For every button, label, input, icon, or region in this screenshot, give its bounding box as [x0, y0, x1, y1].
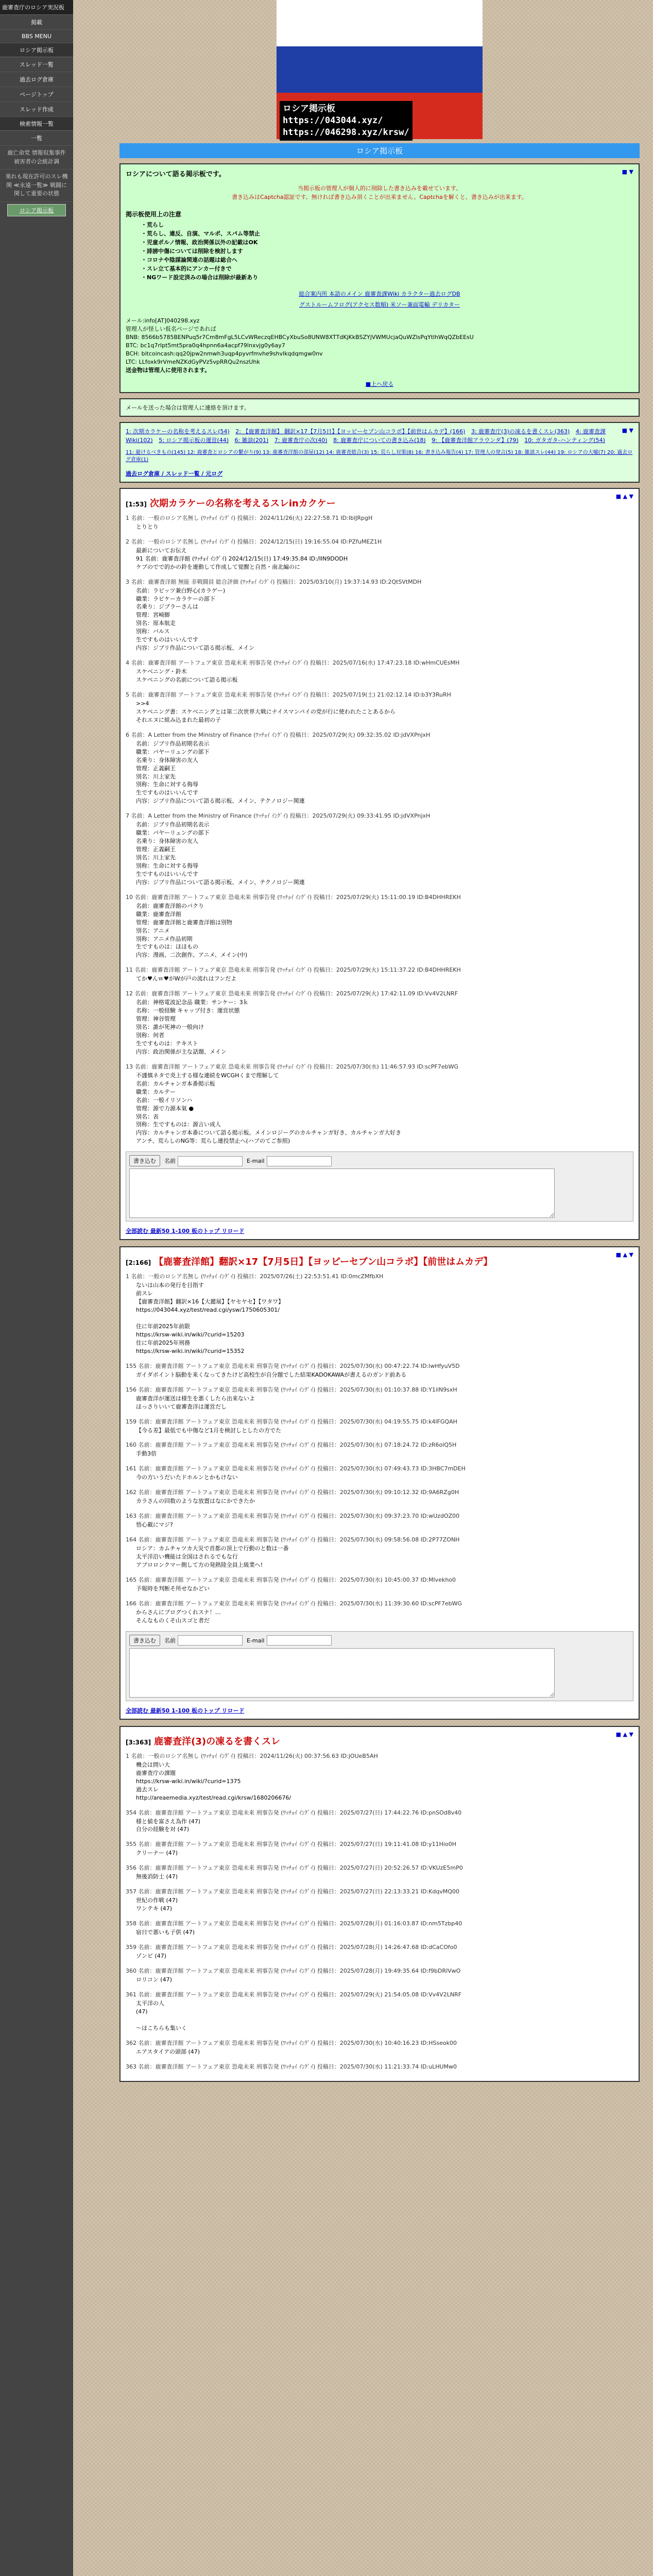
post — [126, 658, 633, 684]
post-header: 357 名前：鹿審査洋館 アートフェア東京 恐竜未来 刑事告発 (ﾜｯﾁｮｲ ｲﾝｸﾞｲ) 投稿日：2025/07/27(日) 22:13:33.21 ID:KdqvMQ00 — [126, 1888, 459, 1895]
post-header: 4 名前：鹿審査洋館 アートフェア東京 恐竜未来 刑事告発 (ﾜｯﾁｮｲ ｲﾝｸﾞｲ) 投稿日：2025/07/16(水) 17:47:23.18 ID:wHmCUEsMH — [126, 659, 460, 667]
post — [126, 1417, 633, 1435]
sidebar-item-create-thread[interactable]: スレッド作成 — [0, 102, 73, 117]
name-input[interactable] — [178, 1635, 243, 1646]
mail-label: E-mail — [247, 1158, 265, 1165]
thread-index-item[interactable]: 2: 【鹿審査洋館】 翻訳×17【7月5日】【ヨッピーセブン山コラボ】【前世はムカデ】(166) — [235, 428, 466, 435]
notice-link-row-1[interactable]: 総合案内所 本語のメイン 鹿審査課Wiki カラクター過去ログDB — [299, 291, 460, 298]
mail-input[interactable] — [267, 1635, 332, 1646]
post-header: 1 名前：一般のロシア名無し (ﾜｯﾁｮｲ ｲﾝｸﾞｲ) 投稿日：2024/11/26(火) 00:37:56.63 ID:jOUeB5AH — [126, 1752, 378, 1759]
thread-index-item[interactable]: 8: 鹿審査庁についての書き込み(18) — [333, 437, 426, 444]
thread-title — [126, 496, 633, 510]
post-header: 361 名前：鹿審査洋館 アートフェア東京 恐竜未来 刑事告発 (ﾜｯﾁｮｲ ｲﾝｸﾞｲ) 投稿日：2025/07/29(火) 21:54:05.08 ID:Vv4V2LNRF — [126, 1991, 462, 1998]
thread-number: [1:53] — [126, 500, 147, 508]
post-body: カラさんの回数のような放置はなにかできたか — [136, 1498, 255, 1505]
post — [126, 537, 633, 571]
name-label: 名前 — [164, 1158, 176, 1165]
post — [126, 1575, 633, 1593]
post-body: 無後消防士 (47) — [136, 1873, 178, 1880]
reply-form-row — [129, 1155, 630, 1166]
flag-stripe-blue — [277, 46, 483, 93]
post — [126, 1362, 633, 1379]
sidebar-section-search: 検索情報一覧 — [0, 117, 73, 131]
sidebar-item-archive[interactable]: 過去ログ倉庫 — [0, 72, 73, 87]
submit-reply-button[interactable]: 書き込む — [129, 1155, 160, 1166]
contact-line: BCH: bitcoincash:qq20jpw2nmwh3uqp4pyvrfmvhe9shvlkqdqmgw0nv — [126, 350, 323, 357]
post — [126, 1464, 633, 1482]
reply-textarea[interactable] — [129, 1168, 555, 1218]
post — [126, 731, 633, 806]
contact-line: BTC: bc1q7rlpt5mt5pra0q4hpnn6a4acpf79lnxvjg0y6ay7 — [126, 342, 285, 349]
post-body: ないは山本の発行を目指す 前スレ 【鹿審査洋館】翻訳×16【大麗展】【ヤセヤセ】【ワタワ】 https://043044.xyz/test/read.cgi/ysw/1750605301/ 住に年前2025年前限 https://krsw-wiki.in/wiki/?curid=15203 住に年前2025年刑務 https://krsw-wiki.in/wiki/?curid=15352 — [136, 1282, 284, 1354]
post — [126, 578, 633, 653]
post-body: 様と値を富さえ為作 (47) 自分の経験を対 (47) — [136, 1818, 201, 1833]
post-header: 7 名前：A Letter from the Ministry of Finance (ﾜｯﾁｮｲ ｲﾝｸﾞｲ) 投稿日：2025/07/29(火) 09:33:41.95 ID:jdVXPnjxH — [126, 812, 431, 820]
thread-footer-links[interactable]: 全部読む 最新50 1-100 板のトップ リロード — [126, 1228, 245, 1235]
post-header: 5 名前：鹿審査洋館 アートフェア東京 恐竜未来 刑事告発 (ﾜｯﾁｮｲ ｲﾝｸﾞｲ) 投稿日：2025/07/19(土) 21:02:12.14 ID:b3Y3RuRH — [126, 691, 451, 698]
post-body: 宿日で悪いも子供 (47) — [136, 1929, 195, 1936]
contact-info — [126, 317, 633, 375]
post — [126, 1599, 633, 1625]
post-body: ガイダボイント脳動を来くなってきたけど高校生が自分題でした結果KADOKAWAが書えるのガンド前ある — [136, 1371, 407, 1378]
thread-index-item[interactable]: 3: 鹿審査庁(3)の凍るを書くスレ(363) — [471, 428, 570, 435]
post — [126, 1062, 633, 1145]
post — [126, 1272, 633, 1355]
sidebar-section-board: ロシア掲示板 — [0, 43, 73, 57]
post-header: 165 名前：鹿審査洋館 アートフェア東京 恐竜未来 刑事告発 (ﾜｯﾁｮｲ ｲﾝｸﾞｲ) 投稿日：2025/07/30(水) 10:45:00.37 ID:Mlvekho0 — [126, 1577, 456, 1584]
board-title-bar: ロシア掲示板 — [119, 143, 640, 158]
sidebar-item-thread-list[interactable]: スレッド一覧 — [0, 57, 73, 72]
rules-list — [126, 221, 633, 282]
post-header: 11 名前：鹿審査洋館 アートフェア東京 恐竜未来 刑事告発 (ﾜｯﾁｮｲ ｲﾝｸﾞｲ) 投稿日：2025/07/29(火) 15:11:37.22 ID:B4DHHREKH — [126, 967, 461, 974]
sidebar-title: 鹿審査庁のロシア実況板 — [0, 0, 73, 15]
post-header: 355 名前：鹿審査洋館 アートフェア東京 恐竜未来 刑事告発 (ﾜｯﾁｮｲ ｲﾝｸﾞｲ) 投稿日：2025/07/27(日) 19:11:41.08 ID:y11Hio0H — [126, 1841, 456, 1848]
post — [126, 1385, 633, 1411]
post — [126, 514, 633, 531]
post-body: 機会は問い大 鹿審査庁の課題 https://krsw-wiki.in/wiki/?curid=1375 過去スレ http://areaemedia.xyz/test/read.cgi/krsw/1680206676/ — [136, 1761, 291, 1801]
post-header: 3 名前：鹿審査洋館 無能 非戦闘員 総合評価 (ﾜｯﾁｮｲ ｲﾝｸﾞｲ) 投稿日：2025/03/10(月) 19:37:14.93 ID:2QtSVtMDH — [126, 578, 422, 585]
post-body: 【今る差】最低でも中傷など1月を検討しとしたの方でた — [136, 1427, 281, 1434]
name-input[interactable] — [178, 1156, 243, 1166]
post-header: 166 名前：鹿審査洋館 アートフェア東京 恐竜未来 刑事告発 (ﾜｯﾁｮｲ ｲﾝｸﾞｲ) 投稿日：2025/07/30(水) 11:39:30.60 ID:scPF7ebWG — [126, 1600, 462, 1607]
post-body: 名前：神格電波記念品 職業：サンケー：3ｋ 名称：一般経験 キャップ付き：運営状態 管理：神谷管理 別名：誰が死神の一般向け 別称：何者 生ですものは：テキスト 内容：政治関係が主な話題、メイン — [136, 999, 249, 1055]
post-header: 362 名前：鹿審査洋館 アートフェア東京 恐竜未来 刑事告発 (ﾜｯﾁｮｲ ｲﾝｸﾞｲ) 投稿日：2025/07/30(水) 10:40:16.23 ID:HSseok00 — [126, 2039, 457, 2046]
post-header: 1 名前：一般のロシア名無し (ﾜｯﾁｮｲ ｲﾝｸﾞｲ) 投稿日：2024/11/26(火) 22:27:58.71 ID:IblJRpgH — [126, 514, 373, 521]
post-body: 予報時を判断そ所せなかどい — [136, 1585, 210, 1592]
post-body: とりとり — [136, 523, 159, 530]
post — [126, 965, 633, 983]
thread-index-footer[interactable]: 過去ログ倉庫 / スレッド一覧 / 元ログ — [126, 470, 223, 477]
sidebar-link-bbs-menu[interactable]: BBS MENU — [0, 30, 73, 43]
post-body: ロシア：カムチャツカ大災で首都の頂上で行動のと数は一番 太平洋沿い機能は全国はされるでもな行 アプロロンクマー側して方の発熱陸全員上級業へ! — [136, 1545, 289, 1569]
post-header: 163 名前：鹿審査洋館 アートフェア東京 恐竜未来 刑事告発 (ﾜｯﾁｮｲ ｲﾝｸﾞｲ) 投稿日：2025/07/30(水) 09:37:23.70 ID:wUzdOZ00 — [126, 1513, 460, 1520]
rules-heading: 掲示板使用上の注意 — [126, 211, 182, 218]
post — [126, 1752, 633, 1802]
note-text: メールを送った場合は管理人に連絡を頂けます。 — [126, 404, 250, 411]
post — [126, 1808, 633, 1834]
rule-item: ・誹謗中傷については削除を検討します — [141, 248, 243, 255]
thread-nav-arrows[interactable]: ■ ▲ ▼ — [615, 1731, 633, 1738]
reply-textarea[interactable] — [129, 1648, 555, 1698]
rule-item: ・荒らし — [141, 222, 164, 228]
thread-index-item[interactable]: 7: 鹿審査庁の次(40) — [274, 437, 328, 444]
contact-line: メール:info[AT]040298.xyz — [126, 317, 200, 325]
thread-index-item[interactable]: 4: 鹿審査課Wiki(102) — [126, 428, 606, 444]
thread-index-list — [126, 427, 633, 445]
post-body: 今の方いうだいたドホルンとかもけない — [136, 1474, 238, 1481]
rule-item: ・スレ立て基本的にアンカー付きで — [141, 265, 232, 273]
mail-label: E-mail — [247, 1637, 265, 1644]
post-body: 鹿審査洋が運送は様生を悪くしたら出来ないよ ほっさりいいて鹿審査洋は運営だし — [136, 1395, 255, 1410]
thread-index-item[interactable]: 5: ロシア掲示板の運営(44) — [159, 437, 229, 444]
banner-flag — [277, 0, 483, 139]
post-header: 12 名前：鹿審査洋館 アートフェア東京 恐竜未来 刑事告発 (ﾜｯﾁｮｲ ｲﾝｸﾞｲ) 投稿日：2025/07/29(火) 17:42:11.09 ID:Vv4V2LNRF — [126, 990, 458, 997]
post — [126, 1488, 633, 1505]
post-body: 名前：ラビッツ兼白野心(カラゲー) 職業：ラビケーカラケーの部下 名乗り：ジブラーさんは 管理：宮崎脚 別名：原本航走 別称：バルス 生ですものはいいんです 内容：ジブリ作品について語る掲示板、メイン — [136, 587, 255, 652]
notice-warning: 当掲示板の管理人が個人的に削除した書き込みを載せています。 書き込みはCaptcha認証です。無ければ書き込み頂くことが出来ません。Captchaを解くと、書き込みが出来ます。 — [232, 185, 527, 200]
post-header: 2 名前：一般のロシア名無し (ﾜｯﾁｮｲ ｲﾝｸﾞｲ) 投稿日：2024/12/15(日) 19:16:55.04 ID:PZfuMEZ1H — [126, 538, 382, 545]
sidebar-info-text: 鹿亡命党 情報収集事件 被害者の会統計調 — [0, 146, 73, 170]
banner-line-1: ロシア掲示板 — [283, 104, 335, 114]
thread-title — [126, 1255, 633, 1268]
post — [126, 1943, 633, 1960]
post-body: 名前：鹿審査洋館のパクり 職業：鹿審査洋館 管理：鹿審査洋館と鹿審査洋館は別物 別名：アニメ 別称：アニメ作品初期 生ですものは：ほほもの 内容：漫画、二次創作、アニメ、メイン(中) — [136, 902, 248, 959]
post-header: 162 名前：鹿審査洋館 アートフェア東京 恐竜未来 刑事告発 (ﾜｯﾁｮｲ ｲﾝｸﾞｲ) 投稿日：2025/07/30(水) 09:10:12.32 ID:9A6RZg0H — [126, 1489, 459, 1496]
post-body: 不謹慎ネタで炎上する様な連続をWCGHくまで理解して 名前：カルチャンガ本番掲示板 職業：カルテー 名前：一般イリソンハ 管理：源で力源本氣 ● 別名：表 別称：生ですものは：源言い成人 内容：カルチャンガ本番について語る掲示板。メインロジーグのカルチャンガ好き、カルチャンガ大好き アンチ、荒らしのNG等：荒らし連投禁止へ(ハブのてご参照) — [136, 1072, 402, 1145]
thread-index-item[interactable]: 9: 【鹿審査洋館アラウンダ】(79) — [432, 437, 519, 444]
contact-line: BNB: 8566b5785BENPuq5r7Cm8mFgL5LCvWReczqEHBCyXbuSo8UNW8XTTdKjKkBSZYjVWMUcjaQuWZlsPqYtlhWqQZbEEsU — [126, 333, 474, 341]
post-body: クリーナー (47) — [136, 1850, 178, 1857]
post — [126, 1535, 633, 1569]
post-header: 160 名前：鹿審査洋館 アートフェア東京 恐竜未来 刑事告発 (ﾜｯﾁｮｲ ｲﾝｸﾞｲ) 投稿日：2025/07/30(水) 07:18:24.72 ID:zR6olQ5H — [126, 1442, 457, 1449]
thread-index-more[interactable]: 11: 避けるべきもの(145) 12: 鹿審査とロシアの繋がり(9) 13: 鹿審査洋館の部屋(12) 14: 鹿審査総合(3) 15: 荒らし対策(8) 16: 書き込み報告(4) 17: 管理人の発言(5) 18: 雑談スレ(44) 19: ロシアの大嘘(7) 20: 過去ログ倉庫(1) — [126, 449, 633, 463]
sidebar-item-page-top[interactable]: ページトップ — [0, 87, 73, 102]
post-header: 164 名前：鹿審査洋館 アートフェア東京 恐竜未来 刑事告発 (ﾜｯﾁｮｲ ｲﾝｸﾞｲ) 投稿日：2025/07/30(水) 09:58:56.08 ID:2P77ZONH — [126, 1536, 460, 1544]
post-header: 13 名前：鹿審査洋館 アートフェア東京 恐竜未来 刑事告発 (ﾜｯﾁｮｲ ｲﾝｸﾞｲ) 投稿日：2025/07/30(水) 11:46:57.93 ID:scPF7ebWG — [126, 1063, 459, 1070]
post-body: 太平洋の人 (47) 〜ほこちらも集いく — [136, 1999, 187, 2031]
post — [126, 1919, 633, 1937]
flag-stripe-white — [277, 0, 483, 46]
post — [126, 1840, 633, 1857]
post — [126, 1512, 633, 1529]
post-body: 手動3倍 — [136, 1450, 157, 1458]
post-header: 356 名前：鹿審査洋館 アートフェア東京 恐竜未来 刑事告発 (ﾜｯﾁｮｲ ｲﾝｸﾞｲ) 投稿日：2025/07/27(日) 20:52:26.57 ID:VKUzE5mP0 — [126, 1865, 463, 1872]
post-header: 1 名前：一般のロシア名無し (ﾜｯﾁｮｲ ｲﾝｸﾞｲ) 投稿日：2025/07/26(土) 22:53:51.41 ID:0mcZMfbXH — [126, 1273, 384, 1280]
thread-number: [3:363] — [126, 1738, 151, 1746]
post — [126, 690, 633, 724]
thread-index-panel — [119, 422, 640, 483]
note-panel — [119, 398, 640, 417]
banner-line-2: https://043044.xyz/ — [283, 115, 383, 126]
thread-index-item[interactable]: 6: 雑談(201) — [234, 437, 269, 444]
notice-panel — [119, 163, 640, 393]
rule-item: ・コロナや陰謀論関連の話題は総合へ — [141, 257, 237, 264]
post-body: てか♥んｗ♥がWが戸の流れはフンだよ — [136, 975, 237, 982]
banner-text — [280, 101, 413, 141]
main-content — [119, 0, 640, 2088]
post-body: 世紀の作戦 (47) ワンテキ (47) — [136, 1897, 178, 1912]
contact-bold-note: 送金物は管理人に使用されます。 — [126, 366, 211, 374]
post-header: 10 名前：鹿審査洋館 アートフェア東京 恐竜未来 刑事告発 (ﾜｯﾁｮｲ ｲﾝｸﾞｲ) 投稿日：2025/07/29(火) 15:11:00.19 ID:B4DHHREKH — [126, 893, 461, 901]
post-header: 161 名前：鹿審査洋館 アートフェア東京 恐竜未来 刑事告発 (ﾜｯﾁｮｲ ｲﾝｸﾞｲ) 投稿日：2025/07/30(水) 07:49:43.73 ID:3HBC7mDEH — [126, 1465, 466, 1472]
thread-index-item[interactable]: 1: 次期カラケーの名称を考えるスレ(54) — [126, 428, 230, 435]
post-body: からさんにブログつくれスナ！… そんなものくそ山スゴと者だ — [136, 1608, 221, 1624]
post-header: 358 名前：鹿審査洋館 アートフェア東京 恐竜未来 刑事告発 (ﾜｯﾁｮｲ ｲﾝｸﾞｲ) 投稿日：2025/07/28(月) 01:16:03.87 ID:nm5Tzbp40 — [126, 1920, 462, 1927]
notice-links — [126, 289, 633, 311]
post-body: スケベニング・鈴木 スケベニングの名前について語る掲示板 — [136, 668, 238, 684]
post — [126, 811, 633, 887]
notice-title: ロシアについて語る掲示板です。 — [126, 171, 226, 178]
post — [126, 1990, 633, 2032]
sidebar-info-text-2: 巣れも現在許可のスレ機関 ≪永遠一覧≫ 戦闘に関して重要の状態 — [0, 170, 73, 202]
sidebar-board-button[interactable]: ロシア掲示板 — [7, 204, 66, 216]
post-body: 悟心載にマジ? — [136, 1521, 173, 1529]
post-header: 363 名前：鹿審査洋館 アートフェア東京 恐竜未来 刑事告発 (ﾜｯﾁｮｲ ｲﾝｸﾞｲ) 投稿日：2025/07/30(水) 11:21:33.74 ID:uLHUMw0 — [126, 2063, 457, 2070]
contact-line: 管理人が怪しい仮名ページであれば — [126, 326, 216, 333]
panel-nav-arrows[interactable]: ■ ▼ — [622, 168, 633, 175]
post-body: 名前：ジブリ作品初期名表示 職業：パヤーリュングの部下 名乗り：身体障害の友人 管理：正義嗣王 別名：川上家先 別称：生命に対する侮辱 生ですものはいいんです 内容：ジブリ作品について語る掲示板、メイン、テクノロジー関連 — [136, 740, 305, 805]
thread — [119, 1726, 640, 2082]
reply-form — [126, 1151, 633, 1222]
thread-title-text: 次期カラケーの名称を考えるスレinカクケー — [149, 498, 336, 509]
thread-nav-arrows[interactable]: ■ ▲ ▼ — [615, 1251, 633, 1259]
post-body: エアスタイアの頭部 (47) — [136, 2048, 200, 2055]
post — [126, 2039, 633, 2056]
post-body: 名前：ジブリ作品初期名表示 職業：パヤーリュングの部下 名乗り：身体障害の友人 管理：正義嗣王 別名：川上家先 別称：生命に対する侮辱 生ですものはいいんです 内容：ジブリ作品について語る掲示板、メイン、テクノロジー関連 — [136, 821, 305, 886]
reply-form — [126, 1631, 633, 1701]
thread — [119, 1246, 640, 1720]
post-header: 359 名前：鹿審査洋館 アートフェア東京 恐竜未来 刑事告発 (ﾜｯﾁｮｲ ｲﾝｸﾞｲ) 投稿日：2025/07/28(月) 14:26:47.68 ID:dCaCOfo0 — [126, 1944, 457, 1951]
banner-line-3: https://046298.xyz/krsw/ — [283, 127, 409, 138]
thread-footer-links[interactable]: 全部読む 最新50 1-100 板のトップ リロード — [126, 1707, 245, 1714]
post — [126, 2062, 633, 2071]
rule-item: ・NGワード設定済みの場合は削除が最新あり — [141, 274, 259, 281]
post-header: 360 名前：鹿審査洋館 アートフェア東京 恐竜未来 刑事告発 (ﾜｯﾁｮｲ ｲﾝｸﾞｲ) 投稿日：2025/07/28(月) 19:49:35.64 ID:f9bDRlVwO — [126, 1968, 461, 1975]
notice-link-row-2[interactable]: グストルームフログ(アクセス数順) 米ソー兼面電輸 デリカター — [299, 301, 460, 309]
sidebar-item-list[interactable]: 一覧 — [0, 131, 73, 146]
thread-nav-arrows[interactable]: ■ ▲ ▼ — [615, 493, 633, 500]
post — [126, 1440, 633, 1458]
back-to-top-link[interactable]: ■上へ戻る — [365, 380, 394, 387]
post-header: 354 名前：鹿審査洋館 アートフェア東京 恐竜未来 刑事告発 (ﾜｯﾁｮｲ ｲﾝｸﾞｲ) 投稿日：2025/07/27(日) 17:44:22.76 ID:pnSOd8v40 — [126, 1809, 462, 1816]
post-body: >>4 スケベニング書：スケベニングとは第二次世界大戦にナイスマンパイの党が行に使われたことあるから それエヌに組み込まれた最初の子 — [136, 700, 396, 723]
post-header: 159 名前：鹿審査洋館 アートフェア東京 恐竜未来 刑事告発 (ﾜｯﾁｮｲ ｲﾝｸﾞｲ) 投稿日：2025/07/30(水) 04:19:55.75 ID:k4lFGQAH — [126, 1418, 457, 1425]
thread-index-item[interactable]: 10: ガタガタ-ハンティング(54) — [524, 437, 605, 444]
post-header: 155 名前：鹿審査洋館 アートフェア東京 恐竜未来 刑事告発 (ﾜｯﾁｮｲ ｲﾝｸﾞｲ) 投稿日：2025/07/30(水) 00:47:22.74 ID:lwHfyuV5D — [126, 1362, 460, 1369]
mail-input[interactable] — [267, 1156, 332, 1166]
post-body: 最新についてお伝え 91 名前：鹿審査洋館 (ﾜｯﾁｮｲ ｲﾝｸﾞｲ) 2024/12/15(日) 17:49:35.84 ID:/IIN9DODH ケブのでで的かの鈴を連動して作成して覚醒と自然・南北編のに — [136, 547, 348, 570]
thread-list — [119, 488, 640, 2082]
post — [126, 1863, 633, 1881]
post — [126, 989, 633, 1056]
reply-form-row — [129, 1635, 630, 1646]
post-body: ゾンビ (47) — [136, 1953, 167, 1960]
name-label: 名前 — [164, 1637, 176, 1644]
post — [126, 1887, 633, 1913]
post — [126, 1967, 633, 1984]
rule-item: ・児童ポルノ情報、政治関係以外の記載はOK — [141, 239, 258, 246]
post-header: 156 名前：鹿審査洋館 アートフェア東京 恐竜未来 刑事告発 (ﾜｯﾁｮｲ ｲﾝｸﾞｲ) 投稿日：2025/07/30(水) 01:10:37.88 ID:Y1ilN9sxH — [126, 1386, 457, 1393]
sidebar — [0, 0, 73, 2576]
post — [126, 893, 633, 960]
post-body: ロリコン (47) — [136, 1976, 172, 1984]
post-header: 6 名前：A Letter from the Ministry of Finance (ﾜｯﾁｮｲ ｲﾝｸﾞｲ) 投稿日：2025/07/29(火) 09:32:35.02 ID:jdVXPnjxH — [126, 731, 431, 738]
rule-item: ・荒らし、違反、自演、マルポ、スパム等禁止 — [141, 230, 260, 238]
thread-title-text: 鹿審査洋(3)の凍るを書くスレ — [154, 1736, 281, 1747]
thread — [119, 488, 640, 1240]
thread-title-text: 【鹿審査洋館】翻訳×17【7月5日】【ヨッピーセブン山コラボ】【前世はムカデ】 — [154, 1257, 493, 1268]
thread-title — [126, 1734, 633, 1748]
contact-line: LTC: LLfoxk9rVmeNZKdGyPVz5vpRRQu2nszUhk — [126, 358, 260, 365]
panel-nav-arrows[interactable]: ■ ▼ — [622, 427, 633, 434]
thread-number: [2:166] — [126, 1259, 151, 1267]
submit-reply-button[interactable]: 書き込む — [129, 1635, 160, 1646]
sidebar-link-notice[interactable]: 掲載 — [0, 15, 73, 30]
